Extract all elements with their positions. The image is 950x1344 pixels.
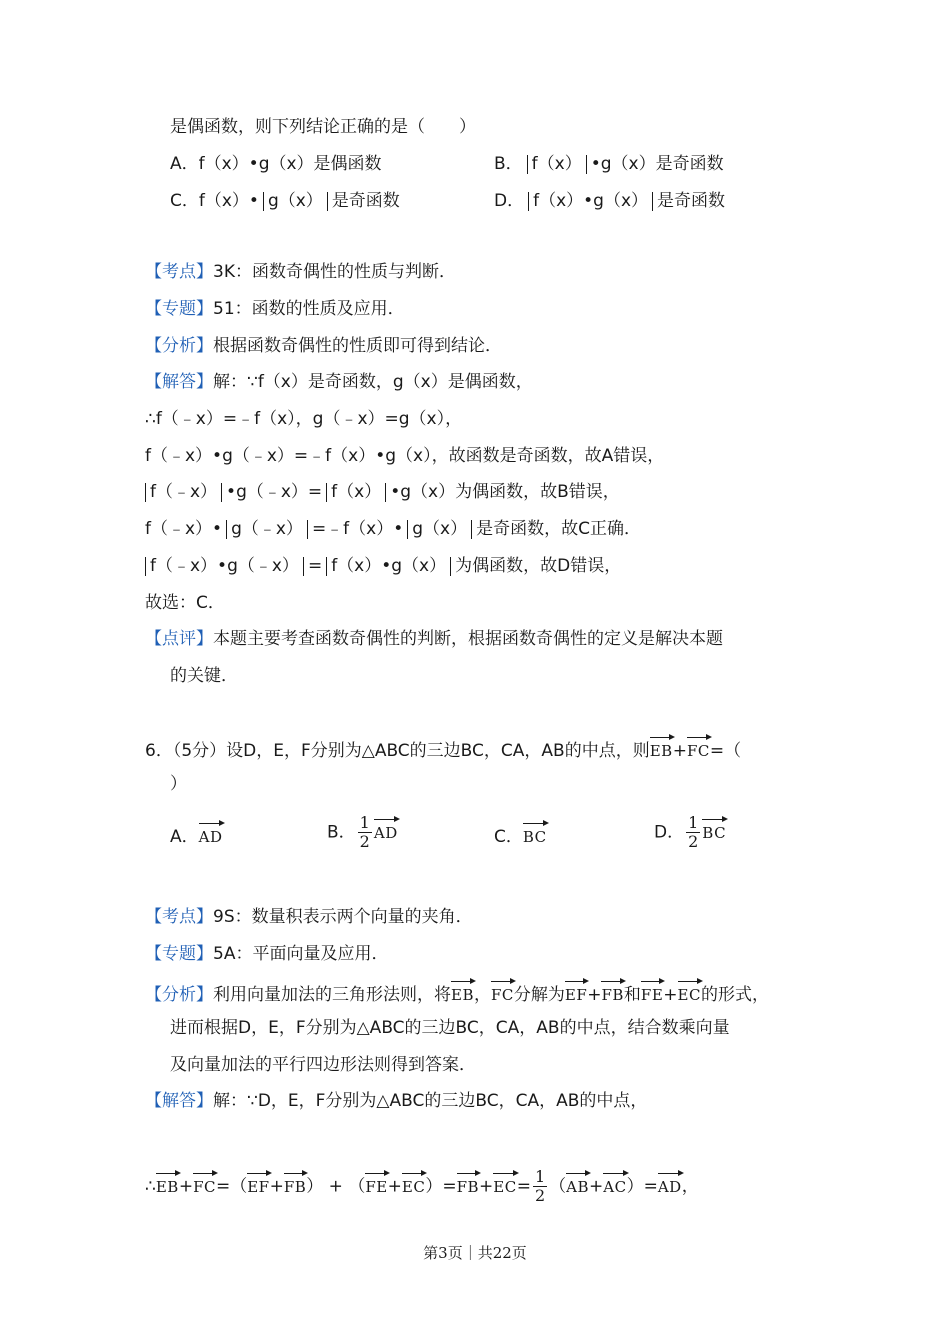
- page-footer: 第3页｜共22页: [423, 1244, 527, 1262]
- q5-step-2: f（﹣x）•g（﹣x）=﹣f（x）•g（x），故函数是奇函数，故A错误，: [145, 446, 665, 466]
- q5-dianping-cont: 的关键．: [170, 666, 238, 686]
- option-c: C．f（x）• g（x） 是奇函数: [170, 191, 400, 211]
- q5-step-1: ∴f（﹣x）=﹣f（x），g（﹣x）=g（x），: [145, 409, 463, 429]
- option-d: D． f（x）•g（x） 是奇函数: [494, 191, 726, 211]
- q6-option-a: A．AD: [170, 822, 223, 848]
- q6-option-b: B． $\frac{1}{2}$ AD: [327, 813, 398, 851]
- vector-bc: BC: [702, 818, 726, 844]
- q6-option-c: C．BC: [494, 822, 547, 848]
- q5-kaodian: 【考点】3K：函数奇偶性的性质与判断．: [145, 262, 456, 282]
- q5-fenxi: 【分析】根据函数奇偶性的性质即可得到结论．: [145, 336, 502, 356]
- vector-ad: AD: [199, 822, 223, 848]
- q6-stem: 6．（5分）设D，E，F分别为△ABC的三边BC，CA，AB的中点，则EB+FC=（: [145, 736, 741, 762]
- vector-ad: AD: [374, 818, 398, 844]
- q6-stem-cont: ）: [170, 774, 187, 794]
- fraction-half: $\frac{1}{2}$: [534, 1167, 546, 1205]
- q5-step-4: f（﹣x）• g（﹣x） =﹣f（x）• g（x） 是奇函数，故C正确．: [145, 519, 641, 539]
- q5-answer: 故选：C．: [145, 593, 225, 613]
- q6-jieda: 【解答】解：∵D，E，F分别为△ABC的三边BC，CA，AB的中点，: [145, 1091, 648, 1111]
- fraction-half: $\frac{1}{2}$: [359, 813, 370, 851]
- vector-fc: FC: [687, 736, 710, 762]
- q5-step-3: f（﹣x） •g（﹣x）= f（x） •g（x）为偶函数，故B错误，: [145, 481, 620, 503]
- q5-zhuanti: 【专题】51：函数的性质及应用．: [145, 299, 405, 319]
- question-stem: 是偶函数，则下列结论正确的是（ ）: [170, 117, 476, 137]
- q6-fenxi: 【分析】利用向量加法的三角形法则，将EB，FC分解为EF+FB和FE+EC的形式，: [145, 980, 769, 1006]
- vector-bc: BC: [523, 822, 547, 848]
- option-a: A．f（x）•g（x）是偶函数: [170, 154, 382, 174]
- q6-option-d: D． $\frac{1}{2}$ BC: [654, 813, 727, 851]
- q5-step-5: f（﹣x）•g（﹣x） = f（x）•g（x） 为偶函数，故D错误，: [145, 555, 621, 577]
- q6-kaodian: 【考点】9S：数量积表示两个向量的夹角．: [145, 907, 473, 927]
- option-b: B． f（x） •g（x）是奇函数: [494, 154, 724, 174]
- q6-fenxi-cont-2: 及向量加法的平行四边形法则得到答案．: [170, 1055, 476, 1075]
- q6-final-equation: ∴EB+FC=（EF+FB） + （FE+EC）=FB+EC= $\frac{1}{2}$ （AB+AC）=AD，: [145, 1167, 699, 1205]
- q6-zhuanti: 【专题】5A：平面向量及应用．: [145, 944, 389, 964]
- vector-eb: EB: [650, 736, 673, 762]
- fraction-half: $\frac{1}{2}$: [688, 813, 699, 851]
- q5-jieda: 【解答】解：∵f（x）是奇函数，g（x）是偶函数，: [145, 372, 533, 392]
- q6-fenxi-cont-1: 进而根据D，E，F分别为△ABC的三边BC，CA，AB的中点，结合数乘向量: [170, 1018, 730, 1038]
- q5-dianping: 【点评】本题主要考查函数奇偶性的判断，根据函数奇偶性的定义是解决本题: [145, 629, 723, 649]
